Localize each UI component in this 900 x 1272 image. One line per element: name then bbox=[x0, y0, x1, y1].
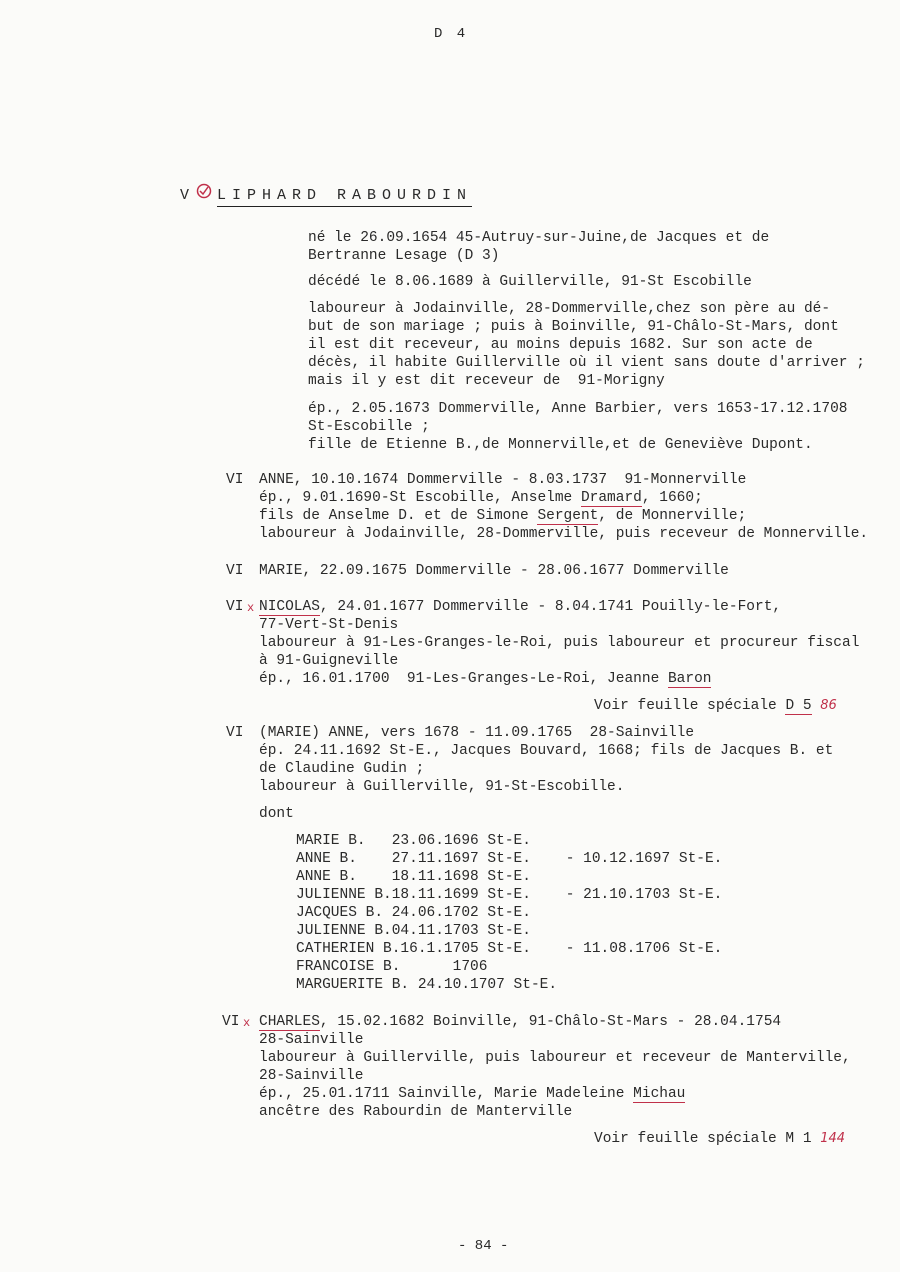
person-name: LIPHARD RABOURDIN bbox=[217, 187, 472, 207]
spouse-surname: Dramard bbox=[580, 490, 642, 506]
reference-line: Voir feuille spéciale M 1 144 bbox=[594, 1131, 846, 1147]
child-marie-anne-line-3: de Claudine Gudin ; bbox=[259, 761, 425, 777]
grandchild-row: FRANCOISE B. 1706 bbox=[296, 959, 488, 975]
child-marie-anne-line-2: ép. 24.11.1692 St-E., Jacques Bouvard, 1668; fils de Jacques B. et bbox=[259, 743, 834, 759]
spouse-surname: Michau bbox=[633, 1086, 686, 1102]
birth-line-1: né le 26.09.1654 45-Autruy-sur-Juine,de Jacques et de bbox=[308, 230, 770, 246]
child-charles-line-5: ép., 25.01.1711 Sainville, Marie Madeleine Michau bbox=[259, 1086, 686, 1102]
grandchild-row: MARGUERITE B. 24.10.1707 St-E. bbox=[296, 977, 558, 993]
grandchild-row: JULIENNE B.04.11.1703 St-E. bbox=[296, 923, 531, 939]
child-marie-anne-line-4: laboureur à Guillerville, 91-St-Escobille. bbox=[259, 779, 625, 795]
grandchild-row: ANNE B. 27.11.1697 St-E. - 10.12.1697 St-E. bbox=[296, 851, 723, 867]
child-anne-line-1: ANNE, 10.10.1674 Dommerville - 8.03.1737 91-Monnerville bbox=[259, 472, 747, 488]
child-nicolas-line-2: 77-Vert-St-Denis bbox=[259, 617, 399, 633]
child-charles-line-1: CHARLES, 15.02.1682 Boinville, 91-Châlo-St-Mars - 28.04.1754 bbox=[259, 1014, 782, 1030]
child-charles-line-4: 28-Sainville bbox=[259, 1068, 364, 1084]
generation-label: V bbox=[180, 187, 196, 204]
occupation-line: mais il y est dit receveur de 91-Morigny bbox=[308, 373, 665, 389]
occupation-line: laboureur à Jodainville, 28-Dommerville,chez son père au dé- bbox=[308, 301, 831, 317]
reference-code: D 5 bbox=[785, 698, 812, 714]
tick-mark-icon: x bbox=[247, 601, 255, 615]
marriage-line: fille de Etienne B.,de Monnerville,et de Geneviève Dupont. bbox=[308, 437, 813, 453]
child-nicolas-line-4: à 91-Guigneville bbox=[259, 653, 399, 669]
child-generation: VI bbox=[226, 725, 244, 741]
child-nicolas-line-5: ép., 16.01.1700 91-Les-Granges-Le-Roi, Jeanne Baron bbox=[259, 671, 712, 687]
child-name: CHARLES bbox=[259, 1014, 320, 1030]
dont-label: dont bbox=[259, 806, 294, 822]
child-nicolas-line-3: laboureur à 91-Les-Granges-le-Roi, puis laboureur et procureur fiscal bbox=[259, 635, 860, 651]
annotation-number: 144 bbox=[820, 1131, 846, 1146]
tick-mark-icon: x bbox=[243, 1016, 251, 1030]
child-charles-line-3: laboureur à Guillerville, puis laboureur et receveur de Manterville, bbox=[259, 1050, 851, 1066]
child-generation: VI bbox=[226, 563, 244, 579]
child-marie-line-1: MARIE, 22.09.1675 Dommerville - 28.06.1677 Dommerville bbox=[259, 563, 729, 579]
grandchild-row: ANNE B. 18.11.1698 St-E. bbox=[296, 869, 531, 885]
occupation-line: décès, il habite Guillerville où il vient sans doute d'arriver ; bbox=[308, 355, 865, 371]
annotation-number: 86 bbox=[820, 698, 837, 713]
child-anne-line-2: ép., 9.01.1690-St Escobille, Anselme Dramard, 1660; bbox=[259, 490, 703, 506]
marriage-line: St-Escobille ; bbox=[308, 419, 430, 435]
grandchild-row: JACQUES B. 24.06.1702 St-E. bbox=[296, 905, 531, 921]
grandchild-row: JULIENNE B.18.11.1699 St-E. - 21.10.1703 St-E. bbox=[296, 887, 723, 903]
occupation-line: il est dit receveur, au moins depuis 1682. Sur son acte de bbox=[308, 337, 813, 353]
child-anne-line-3: fils de Anselme D. et de Simone Sergent, de Monnerville; bbox=[259, 508, 747, 524]
child-nicolas-line-1: NICOLAS, 24.01.1677 Dommerville - 8.04.1741 Pouilly-le-Fort, bbox=[259, 599, 782, 615]
marriage-line: ép., 2.05.1673 Dommerville, Anne Barbier, vers 1653-17.12.1708 bbox=[308, 401, 848, 417]
child-charles-line-6: ancêtre des Rabourdin de Manterville bbox=[259, 1104, 573, 1120]
person-title bbox=[180, 183, 472, 204]
occupation-line: but de son mariage ; puis à Boinville, 91-Châlo-St-Mars, dont bbox=[308, 319, 839, 335]
death-line: décédé le 8.06.1689 à Guillerville, 91-St Escobille bbox=[308, 274, 752, 290]
mother-surname: Sergent bbox=[537, 508, 599, 524]
reference-line: Voir feuille spéciale D 5 86 bbox=[594, 698, 837, 714]
child-name: NICOLAS bbox=[259, 599, 320, 615]
child-generation: VI bbox=[226, 472, 244, 488]
page-number: - 84 - bbox=[458, 1238, 509, 1254]
child-charles-line-2: 28-Sainville bbox=[259, 1032, 364, 1048]
birth-line-2: Bertranne Lesage (D 3) bbox=[308, 248, 500, 264]
grandchild-row: CATHERIEN B.16.1.1705 St-E. - 11.08.1706 St-E. bbox=[296, 941, 723, 957]
child-anne-line-4: laboureur à Jodainville, 28-Dommerville, puis receveur de Monnerville. bbox=[259, 526, 869, 542]
child-generation: VI bbox=[222, 1014, 240, 1030]
checkmark-icon bbox=[195, 183, 217, 204]
child-marie-anne-line-1: (MARIE) ANNE, vers 1678 - 11.09.1765 28-Sainville bbox=[259, 725, 695, 741]
grandchild-row: MARIE B. 23.06.1696 St-E. bbox=[296, 833, 531, 849]
child-generation: VI bbox=[226, 599, 244, 615]
spouse-surname: Baron bbox=[667, 671, 712, 687]
page-code: D 4 bbox=[434, 26, 469, 42]
